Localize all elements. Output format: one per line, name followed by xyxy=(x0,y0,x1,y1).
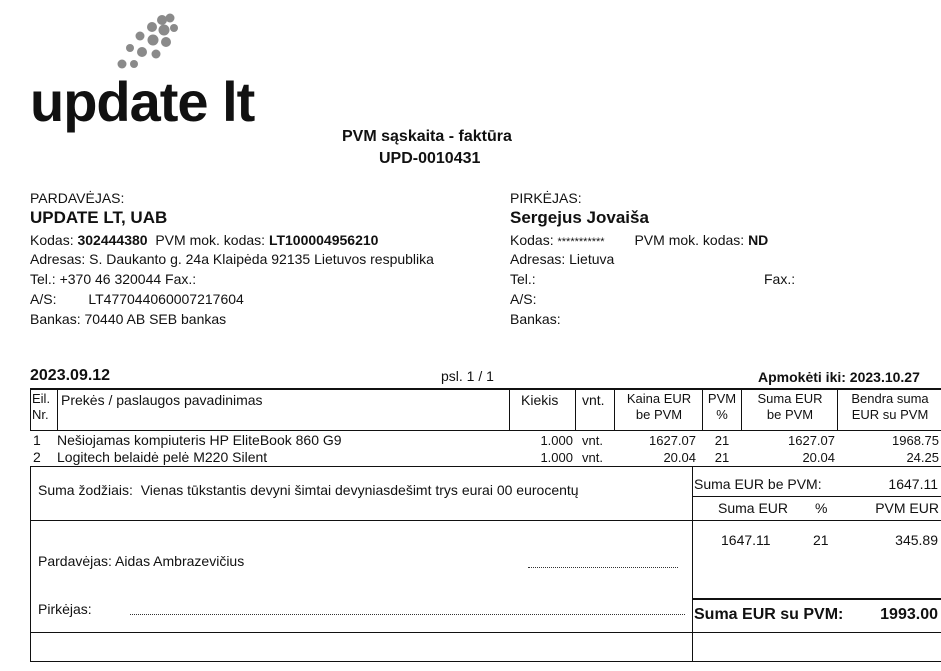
buyer-code: *********** xyxy=(557,236,605,248)
header-name: Prekės / paslaugos pavadinimas xyxy=(61,392,263,408)
logo-dots xyxy=(108,12,180,78)
header-qty: Kiekis xyxy=(521,392,559,408)
buyer-phone: Tel.: xyxy=(510,271,536,287)
amount-words-label: Suma žodžiais: xyxy=(38,482,133,498)
logo-text: update lt xyxy=(30,70,255,133)
seller-bank: Bankas: 70440 AB SEB bankas xyxy=(30,311,227,327)
sum-no-vat-label: Suma EUR be PVM: xyxy=(694,476,822,492)
vat-base: 1647.11 xyxy=(721,532,771,548)
row-sum: 1627.07 xyxy=(788,433,835,448)
header-sum: Suma EUR be PVM xyxy=(757,391,823,422)
row-nr: 2 xyxy=(33,449,41,465)
row-name: Nešiojamas kompiuteris HP EliteBook 860 G9 xyxy=(57,432,342,448)
row-vat: 21 xyxy=(714,450,730,465)
buyer-fax: Fax.: xyxy=(764,271,796,287)
seller-address: Adresas: S. Daukanto g. 24a Klaipėda 92135 Lietuvos respublika xyxy=(30,251,434,267)
grand-total-value: 1993.00 xyxy=(880,606,938,623)
row-total: 1968.75 xyxy=(892,433,939,448)
row-name: Logitech belaidė pelė M220 Silent xyxy=(57,449,268,465)
row-total: 24.25 xyxy=(906,450,939,465)
vat-col-sum: Suma EUR xyxy=(718,500,789,516)
header-price: Kaina EUR be PVM xyxy=(626,391,692,422)
buyer-bank: Bankas: xyxy=(510,311,561,327)
row-nr: 1 xyxy=(33,432,41,448)
buyer-name: Sergejus Jovaiša xyxy=(510,208,649,227)
vat-pct: 21 xyxy=(813,532,829,548)
seller-code-label: Kodas: xyxy=(30,232,74,248)
buyer-heading: PIRKĖJAS: xyxy=(510,190,582,206)
row-sum: 20.04 xyxy=(802,450,835,465)
buyer-account: A/S: xyxy=(510,291,537,307)
due-date xyxy=(758,369,920,385)
vat-amount: 345.89 xyxy=(895,532,938,548)
header-vat: PVM % xyxy=(707,391,737,422)
header-unit: vnt. xyxy=(582,392,605,408)
row-vat: 21 xyxy=(714,433,730,448)
sum-no-vat-value: 1647.11 xyxy=(888,476,938,492)
amount-words-value: Vienas tūkstantis devyni šimtai devyniasdešimt trys eurai 00 eurocentų xyxy=(140,482,579,498)
row-qty: 1.000 xyxy=(540,450,573,465)
document-title: PVM sąskaita - faktūra xyxy=(342,128,512,145)
seller-name: UPDATE LT, UAB xyxy=(30,208,168,227)
header-total: Bendra suma EUR su PVM xyxy=(851,391,929,422)
row-price: 1627.07 xyxy=(649,433,696,448)
seller-signature: Pardavėjas: Aidas Ambrazevičius xyxy=(38,553,245,569)
seller-codes xyxy=(30,232,378,248)
invoice-date: 2023.09.12 xyxy=(30,367,111,384)
due-label: Apmokėti iki: xyxy=(758,369,846,385)
seller-account-number: LT477044060007217604 xyxy=(88,291,244,307)
buyer-codes xyxy=(510,232,768,248)
page-number: psl. 1 / 1 xyxy=(441,368,494,384)
buyer-code-label: Kodas: xyxy=(510,232,554,248)
row-unit: vnt. xyxy=(582,433,603,448)
buyer-vat: ND xyxy=(748,232,769,248)
seller-vat-label: PVM mok. kodas: xyxy=(155,232,266,248)
seller-phone: Tel.: +370 46 320044 Fax.: xyxy=(30,271,197,287)
seller-code: 302444380 xyxy=(77,232,148,248)
row-price: 20.04 xyxy=(663,450,696,465)
row-qty: 1.000 xyxy=(540,433,573,448)
seller-account-label: A/S: xyxy=(30,291,57,307)
buyer-vat-label: PVM mok. kodas: xyxy=(634,232,745,248)
row-unit: vnt. xyxy=(582,450,603,465)
header-nr: Eil. Nr. xyxy=(32,391,51,422)
document-number: UPD-0010431 xyxy=(379,150,481,167)
seller-account xyxy=(30,291,244,307)
vat-col-pct: % xyxy=(815,500,828,516)
amount-in-words xyxy=(38,482,579,498)
buyer-address: Adresas: Lietuva xyxy=(510,251,615,267)
due-value: 2023.10.27 xyxy=(849,369,920,385)
vat-col-vat: PVM EUR xyxy=(875,500,939,516)
seller-heading: PARDAVĖJAS: xyxy=(30,190,125,206)
seller-vat: LT100004956210 xyxy=(268,232,379,248)
grand-total-label: Suma EUR su PVM: xyxy=(694,606,844,623)
buyer-signature: Pirkėjas: xyxy=(38,601,92,617)
